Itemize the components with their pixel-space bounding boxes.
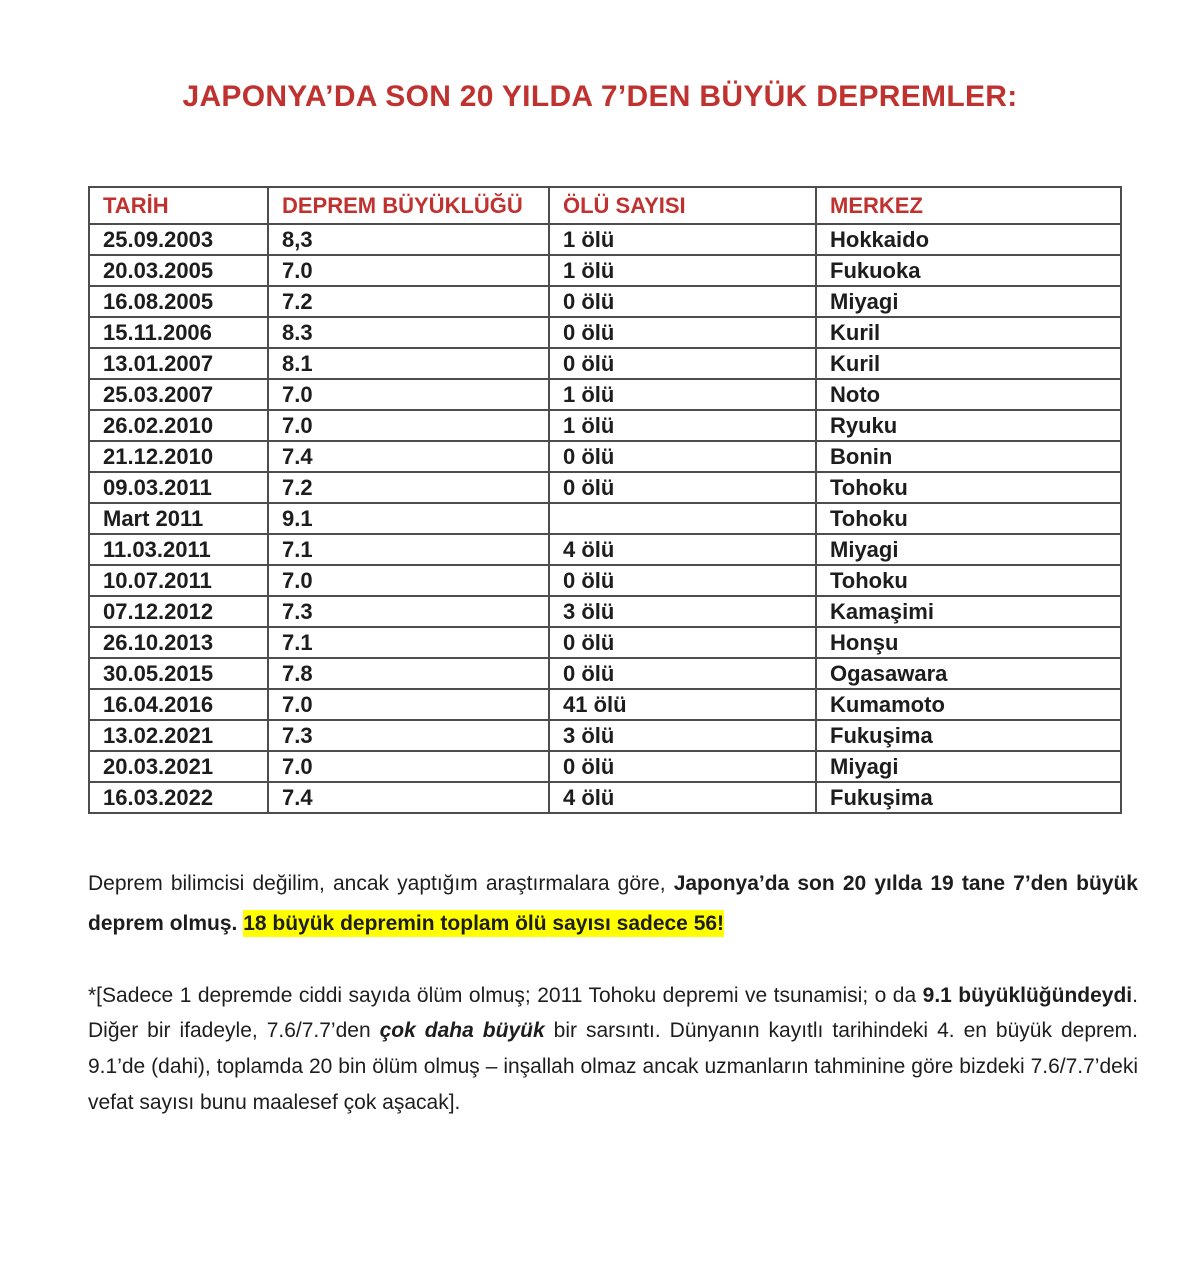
cell-tarih: 26.10.2013 <box>89 627 268 658</box>
cell-merkez: Tohoku <box>816 565 1121 596</box>
table-row <box>89 782 1121 813</box>
cell-olu-sayisi: 0 ölü <box>549 317 816 348</box>
cell-deprem-buyuklugu: 7.3 <box>268 720 549 751</box>
table-body <box>89 224 1121 813</box>
footnote-paragraph <box>88 978 1138 1121</box>
cell-merkez: Tohoku <box>816 503 1121 534</box>
table-row <box>89 658 1121 689</box>
table-row <box>89 317 1121 348</box>
summary-bold-text: Japonya’da son 20 yılda 19 tane 7’den büyük deprem olmuş. <box>88 872 1138 935</box>
cell-deprem-buyuklugu: 7.4 <box>268 441 549 472</box>
cell-olu-sayisi <box>549 503 816 534</box>
cell-olu-sayisi: 41 ölü <box>549 689 816 720</box>
cell-deprem-buyuklugu: 7.1 <box>268 534 549 565</box>
cell-tarih: 21.12.2010 <box>89 441 268 472</box>
cell-olu-sayisi: 1 ölü <box>549 410 816 441</box>
table-header-row <box>89 187 1121 224</box>
table-row <box>89 379 1121 410</box>
cell-deprem-buyuklugu: 7.4 <box>268 782 549 813</box>
cell-merkez: Kuril <box>816 348 1121 379</box>
page-title: JAPONYA’DA SON 20 YILDA 7’DEN BÜYÜK DEPREMLER: <box>182 80 1018 113</box>
cell-merkez: Honşu <box>816 627 1121 658</box>
cell-tarih: 25.03.2007 <box>89 379 268 410</box>
cell-tarih: 20.03.2021 <box>89 751 268 782</box>
cell-merkez: Fukuşima <box>816 782 1121 813</box>
cell-deprem-buyuklugu: 7.0 <box>268 565 549 596</box>
cell-olu-sayisi: 3 ölü <box>549 596 816 627</box>
cell-merkez: Ryuku <box>816 410 1121 441</box>
cell-tarih: 16.03.2022 <box>89 782 268 813</box>
cell-merkez: Miyagi <box>816 751 1121 782</box>
cell-merkez: Fukuoka <box>816 255 1121 286</box>
summary-intro-text: Deprem bilimcisi değilim, ancak yaptığım araştırmalara göre, <box>88 872 674 895</box>
cell-merkez: Noto <box>816 379 1121 410</box>
cell-olu-sayisi: 1 ölü <box>549 379 816 410</box>
cell-deprem-buyuklugu: 7.0 <box>268 410 549 441</box>
cell-tarih: 15.11.2006 <box>89 317 268 348</box>
footnote-text-1: *[Sadece 1 depremde ciddi sayıda ölüm olmuş; 2011 Tohoku depremi ve tsunamisi; o da <box>88 983 923 1007</box>
cell-tarih: 30.05.2015 <box>89 658 268 689</box>
cell-merkez: Hokkaido <box>816 224 1121 255</box>
column-header-tarih: TARİH <box>89 187 268 224</box>
cell-tarih: 26.02.2010 <box>89 410 268 441</box>
cell-tarih: 20.03.2005 <box>89 255 268 286</box>
cell-tarih: 13.01.2007 <box>89 348 268 379</box>
cell-merkez: Miyagi <box>816 286 1121 317</box>
cell-olu-sayisi: 4 ölü <box>549 782 816 813</box>
table-row <box>89 441 1121 472</box>
cell-deprem-buyuklugu: 7.0 <box>268 379 549 410</box>
cell-deprem-buyuklugu: 8,3 <box>268 224 549 255</box>
table-row <box>89 224 1121 255</box>
cell-deprem-buyuklugu: 9.1 <box>268 503 549 534</box>
footnote-bold-italic-text: çok daha büyük <box>379 1019 545 1043</box>
cell-deprem-buyuklugu: 7.0 <box>268 255 549 286</box>
table-row <box>89 503 1121 534</box>
cell-olu-sayisi: 1 ölü <box>549 224 816 255</box>
cell-olu-sayisi: 0 ölü <box>549 441 816 472</box>
cell-tarih: 16.04.2016 <box>89 689 268 720</box>
earthquake-table <box>88 186 1122 814</box>
table-row <box>89 596 1121 627</box>
cell-merkez: Kumamoto <box>816 689 1121 720</box>
cell-olu-sayisi: 4 ölü <box>549 534 816 565</box>
table-row <box>89 720 1121 751</box>
cell-tarih: 25.09.2003 <box>89 224 268 255</box>
cell-tarih: 10.07.2011 <box>89 565 268 596</box>
table-row <box>89 534 1121 565</box>
cell-olu-sayisi: 1 ölü <box>549 255 816 286</box>
cell-deprem-buyuklugu: 7.2 <box>268 286 549 317</box>
cell-deprem-buyuklugu: 7.0 <box>268 751 549 782</box>
cell-merkez: Bonin <box>816 441 1121 472</box>
cell-merkez: Kamaşimi <box>816 596 1121 627</box>
cell-olu-sayisi: 0 ölü <box>549 565 816 596</box>
table-row <box>89 348 1121 379</box>
cell-tarih: 07.12.2012 <box>89 596 268 627</box>
footnote-text-3: bir sarsıntı. Dünyanın kayıtlı tarihindeki 4. en büyük deprem. 9.1’de (dahi), toplamda 20 bin ölüm olmuş – inşallah olmaz ancak uzmanların tahminine göre bizdeki 7.6/7.7’deki vefat sayısı bunu maalesef çok aşacak]. <box>88 1019 1139 1114</box>
cell-deprem-buyuklugu: 7.1 <box>268 627 549 658</box>
cell-tarih: 09.03.2011 <box>89 472 268 503</box>
cell-olu-sayisi: 0 ölü <box>549 286 816 317</box>
column-header-merkez: MERKEZ <box>816 187 1121 224</box>
cell-olu-sayisi: 3 ölü <box>549 720 816 751</box>
cell-deprem-buyuklugu: 8.3 <box>268 317 549 348</box>
cell-tarih: 13.02.2021 <box>89 720 268 751</box>
cell-olu-sayisi: 0 ölü <box>549 348 816 379</box>
cell-merkez: Ogasawara <box>816 658 1121 689</box>
cell-olu-sayisi: 0 ölü <box>549 627 816 658</box>
cell-tarih: Mart 2011 <box>89 503 268 534</box>
table-row <box>89 565 1121 596</box>
cell-deprem-buyuklugu: 7.0 <box>268 689 549 720</box>
cell-deprem-buyuklugu: 7.2 <box>268 472 549 503</box>
cell-deprem-buyuklugu: 7.8 <box>268 658 549 689</box>
table-row <box>89 255 1121 286</box>
column-header-deprem-buyuklugu: DEPREM BÜYÜKLÜĞÜ <box>268 187 549 224</box>
footnote-bold-magnitude: 9.1 büyüklüğündeydi <box>922 983 1133 1007</box>
cell-deprem-buyuklugu: 7.3 <box>268 596 549 627</box>
table-row <box>89 627 1121 658</box>
cell-tarih: 11.03.2011 <box>89 534 268 565</box>
cell-olu-sayisi: 0 ölü <box>549 472 816 503</box>
cell-olu-sayisi: 0 ölü <box>549 658 816 689</box>
cell-merkez: Miyagi <box>816 534 1121 565</box>
summary-highlighted-text: 18 büyük depremin toplam ölü sayısı sadece 56! <box>243 911 725 935</box>
column-header-olu-sayisi: ÖLÜ SAYISI <box>549 187 816 224</box>
table-row <box>89 689 1121 720</box>
table-row <box>89 472 1121 503</box>
table-row <box>89 410 1121 441</box>
cell-deprem-buyuklugu: 8.1 <box>268 348 549 379</box>
table-row <box>89 286 1121 317</box>
cell-tarih: 16.08.2005 <box>89 286 268 317</box>
cell-merkez: Tohoku <box>816 472 1121 503</box>
cell-olu-sayisi: 0 ölü <box>549 751 816 782</box>
table-row <box>89 751 1121 782</box>
cell-merkez: Fukuşima <box>816 720 1121 751</box>
summary-paragraph <box>88 864 1138 944</box>
document-page <box>0 80 1200 1121</box>
cell-merkez: Kuril <box>816 317 1121 348</box>
footnote-text-2: . Diğer bir ifadeyle, 7.6/7.7’den <box>88 983 1138 1043</box>
